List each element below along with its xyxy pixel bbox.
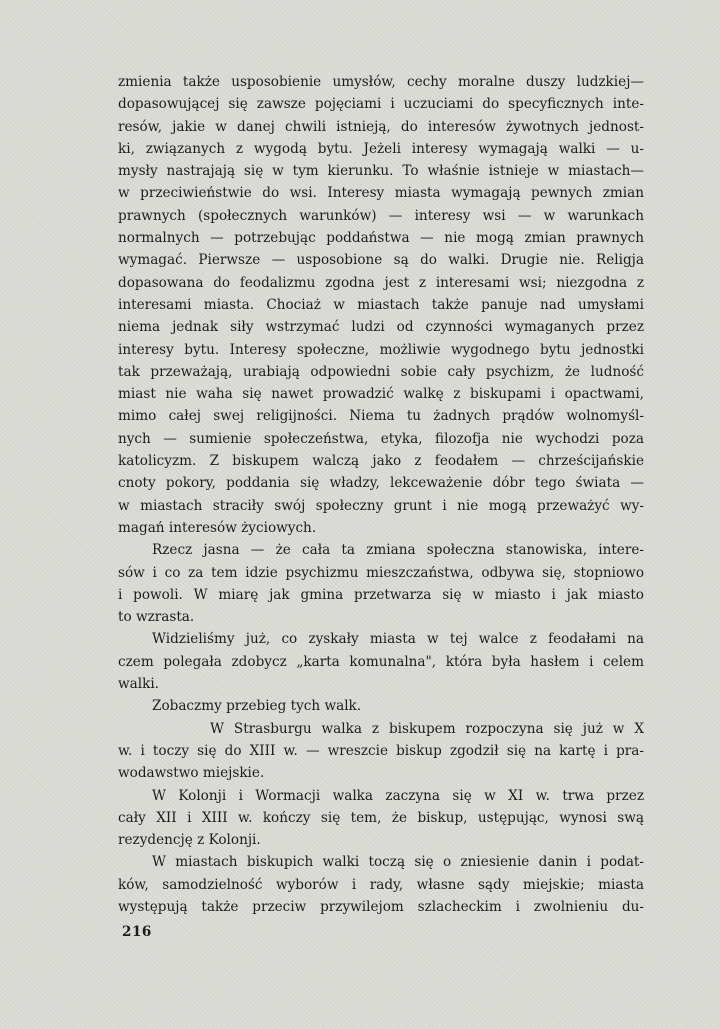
text-line: niema jednak siły wstrzymać ludzi od czynności wymaganych przez bbox=[118, 319, 644, 336]
text-line: Rzecz jasna — że cała ta zmiana społeczna stanowiska, intere- bbox=[152, 542, 644, 559]
text-line: w. i toczy się do XIII w. — wreszcie biskup zgodził się na kartę i pra- bbox=[118, 742, 644, 759]
text-line: w miastach straciły swój społeczny grunt i nie mogą przeważyć wy- bbox=[118, 497, 644, 514]
text-line: katolicyzm. Z biskupem walczą jako z feodałem — chrześcijańskie bbox=[118, 453, 644, 470]
text-line: W Strasburgu walka z biskupem rozpoczyna się już w X bbox=[210, 720, 644, 737]
text-line: ki, związanych z wygodą bytu. Jeżeli interesy wymagają walki — u- bbox=[118, 140, 644, 157]
text-line: Widzieliśmy już, co zyskały miasta w tej walce z feodałami na bbox=[152, 631, 644, 648]
text-line: nych — sumienie społeczeństwa, etyka, filozofja nie wychodzi poza bbox=[118, 430, 644, 447]
text-line: miast nie waha się nawet prowadzić walkę z biskupami i opactwami, bbox=[118, 386, 644, 403]
body-text bbox=[118, 71, 644, 918]
text-line: i powoli. W miarę jak gmina przetwarza się w miasto i jak miasto bbox=[118, 586, 644, 603]
text-line: mimo całej swej religijności. Niema tu żadnych prądów wolnomyśl- bbox=[118, 408, 644, 425]
text-line: prawnych (społecznych warunków) — interesy wsi — w warunkach bbox=[118, 207, 644, 224]
text-line: W Kolonji i Wormacji walka zaczyna się w XI w. trwa przez bbox=[152, 787, 644, 804]
text-line: sów i co za tem idzie psychizmu mieszczaństwa, odbywa się, stopniowo bbox=[118, 564, 644, 581]
text-line: dopasowującej się zawsze pojęciami i uczuciami do specyficznych inte- bbox=[118, 96, 644, 113]
text-line: tak przeważają, urabiają odpowiedni sobie cały psychizm, że ludność bbox=[118, 363, 644, 380]
text-line: cnoty pokory, poddania się władzy, lekceważenie dóbr tego świata — bbox=[118, 475, 644, 492]
text-line: resów, jakie w danej chwili istnieją, do interesów żywotnych jednost- bbox=[118, 118, 644, 135]
text-line: czem polegała zdobycz „karta komunalna", która była hasłem i celem bbox=[118, 653, 644, 670]
text-line: Zobaczmy przebieg tych walk. bbox=[152, 698, 362, 715]
text-line: mysły nastrajają się w tym kierunku. To właśnie istnieje w miastach— bbox=[118, 163, 644, 180]
text-line: walki. bbox=[118, 676, 159, 693]
text-line: zmienia także usposobienie umysłów, cechy moralne duszy ludzkiej— bbox=[118, 74, 644, 90]
text-line: to wzrasta. bbox=[118, 609, 195, 626]
text-line: dopasowana do feodalizmu zgodna jest z interesami wsi; niezgodna z bbox=[118, 274, 644, 291]
text-line: interesy bytu. Interesy społeczne, możliwie wygodnego bytu jednostki bbox=[118, 341, 644, 358]
text-line: magań interesów życiowych. bbox=[118, 519, 317, 536]
text-line: cały XII i XIII w. kończy się tem, że biskup, ustępując, wynosi swą bbox=[118, 809, 644, 826]
text-line: występują także przeciw przywilejom szlacheckim i zwolnieniu du- bbox=[118, 898, 644, 915]
text-line: interesami miasta. Chociaż w miastach także panuje nad umysłami bbox=[118, 296, 644, 313]
text-line: W miastach biskupich walki toczą się o zniesienie danin i podat- bbox=[152, 854, 644, 871]
text-line: rezydencję z Kolonji. bbox=[118, 832, 261, 849]
text-line: wymagać. Pierwsze — usposobione są do walki. Drugie nie. Religja bbox=[118, 252, 644, 269]
text-line: ków, samodzielność wyborów i rady, własne sądy miejskie; miasta bbox=[118, 876, 644, 893]
text-line: normalnych — potrzebując poddaństwa — nie mogą zmian prawnych bbox=[118, 230, 644, 247]
text-line: w przeciwieństwie do wsi. Interesy miasta wymagają pewnych zmian bbox=[118, 185, 644, 202]
text-line: wodawstwo miejskie. bbox=[118, 765, 265, 782]
page-number: 216 bbox=[122, 924, 152, 940]
